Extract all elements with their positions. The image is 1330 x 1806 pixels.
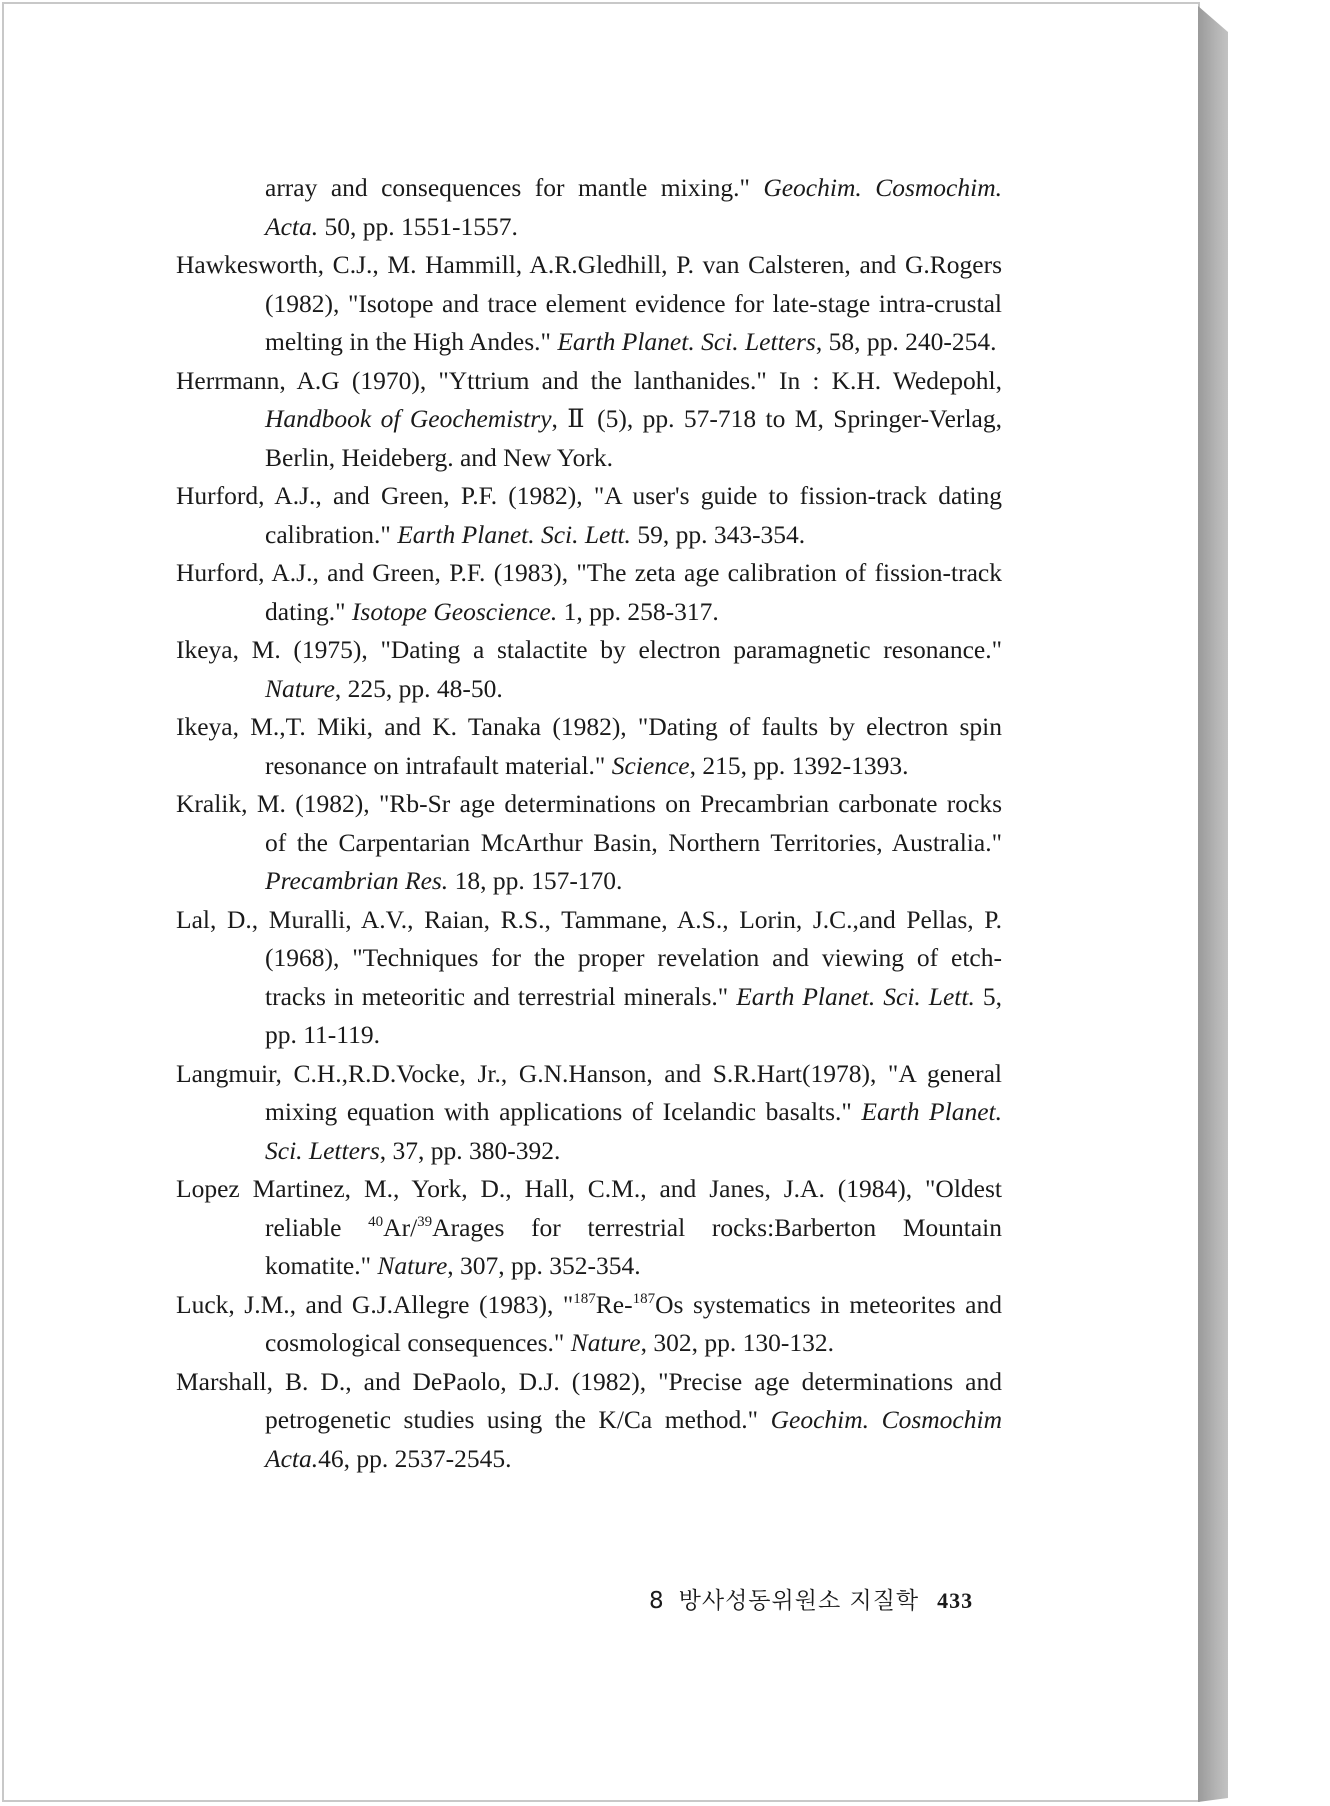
page-footer (649, 1582, 987, 1615)
reference-text: Os systematics in meteorites and cosmological consequences." (265, 1289, 1002, 1357)
page-number: 433 (937, 1588, 974, 1613)
isotope-superscript: 187 (573, 1290, 596, 1307)
reference-text: Marshall, B. D., and DePaolo, D.J. (1982), "Precise age determinations and petrogenetic studies using the K/Ca method." (176, 1366, 1002, 1434)
reference-text: , 225, pp. 48-50. (334, 673, 503, 703)
reference-text: 5, pp. 11-119. (265, 981, 1002, 1049)
reference-text: Ikeya, M. (1975), "Dating a stalactite by electron paramagnetic resonance." (176, 635, 1002, 664)
chapter-title: 방사성동위원소 지질학 (678, 1588, 920, 1614)
reference-entry (176, 785, 1002, 901)
reference-text: Arages for terrestrial rocks:Barberton Mountain komatite." (265, 1212, 1003, 1280)
book-page (2, 2, 1200, 1802)
reference-text: , Ⅱ (5), pp. 57-718 to M, Springer-Verlag, Berlin, Heideberg. and New York. (265, 404, 1002, 472)
reference-text: 59, pp. 343-354. (630, 519, 806, 549)
reference-text: , 37, pp. 380-392. (379, 1135, 561, 1165)
reference-entry (176, 1286, 1002, 1363)
journal-title: Earth Planet. Sci. Lett. (736, 981, 975, 1011)
reference-text: Herrmann, A.G (1970), "Yttrium and the lanthanides." In : K.H. Wedepohl, (176, 365, 1002, 395)
reference-text: array and consequences for mantle mixing." (265, 173, 764, 202)
reference-list (176, 169, 1002, 1478)
reference-text: , 307, pp. 352-354. (447, 1251, 641, 1280)
reference-entry (176, 708, 1002, 785)
journal-title: Handbook of Geochemistry (265, 404, 552, 433)
reference-text: Re- (595, 1289, 633, 1319)
reference-text: Hurford, A.J., and Green, P.F. (1983), "The zeta age calibration of fission-track dating." (176, 558, 1002, 626)
reference-text: Ar/ (383, 1212, 418, 1242)
reference-entry (176, 246, 1002, 362)
reference-text: Lal, D., Muralli, A.V., Raian, R.S., Tammane, A.S., Lorin, J.C.,and Pellas, P. (1968), "Techniques for the proper revelation and viewing of etch-tracks in meteoritic and terrestrial minerals." (176, 904, 1002, 1011)
journal-title: Nature (377, 1251, 448, 1280)
journal-title: Earth Planet. Sci. Letters (557, 327, 816, 356)
reference-text: 50, pp. 1551-1557. (318, 211, 518, 241)
reference-text: Ikeya, M.,T. Miki, and K. Tanaka (1982), "Dating of faults by electron spin resonance on intrafault material." (176, 712, 1002, 780)
journal-title: Precambrian Res. (265, 866, 449, 895)
reference-text: , 215, pp. 1392-1393. (689, 750, 909, 780)
journal-title: Geochim. Cosmochim Acta. (265, 1405, 1002, 1473)
reference-text: Hawkesworth, C.J., M. Hammill, A.R.Gledhill, P. van Calsteren, and G.Rogers (1982), "Isotope and trace element evidence for late-stage intra-crustal melting in the High Andes." (176, 250, 1002, 356)
reference-entry (176, 1170, 1002, 1286)
journal-title: Geochim. Cosmochim. Acta. (265, 173, 1002, 241)
reference-text: , 58, pp. 240-254. (815, 327, 997, 356)
journal-title: Nature (265, 673, 335, 703)
page-edge-shadow (1198, 6, 1228, 1802)
journal-title: Isotope Geoscience. (351, 596, 558, 626)
reference-text: Kralik, M. (1982), "Rb-Sr age determinations on Precambrian carbonate rocks of the Carpentarian McArthur Basin, Northern Territories, Australia." (176, 789, 1002, 857)
journal-title: Earth Planet. Sci. Lett. (397, 519, 631, 549)
reference-entry (176, 477, 1002, 554)
journal-title: Nature (570, 1328, 641, 1357)
reference-entry (176, 631, 1002, 708)
reference-text: 46, pp. 2537-2545. (318, 1443, 512, 1473)
reference-entry (176, 362, 1002, 478)
reference-entry (176, 554, 1002, 631)
reference-entry (176, 169, 1002, 246)
isotope-superscript: 39 (417, 1213, 433, 1230)
reference-text: Langmuir, C.H.,R.D.Vocke, Jr., G.N.Hanson, and S.R.Hart(1978), "A general mixing equation with applications of Icelandic basalts." (176, 1058, 1002, 1126)
isotope-superscript: 187 (632, 1290, 656, 1307)
chapter-number: 8 (649, 1588, 665, 1614)
reference-text: Luck, J.M., and G.J.Allegre (1983), " (176, 1289, 574, 1319)
reference-text: 1, pp. 258-317. (557, 596, 719, 626)
journal-title: Science (611, 750, 690, 780)
journal-title: Earth Planet. Sci. Letters (265, 1097, 1002, 1165)
reference-text: 18, pp. 157-170. (448, 866, 623, 895)
reference-entry (176, 901, 1002, 1055)
reference-text: , 302, pp. 130-132. (640, 1328, 834, 1357)
isotope-superscript: 40 (368, 1213, 384, 1230)
reference-text: Hurford, A.J., and Green, P.F. (1982), "A user's guide to fission-track dating calibration." (176, 481, 1002, 549)
reference-entry (176, 1055, 1002, 1171)
reference-entry (176, 1363, 1002, 1479)
reference-text: Lopez Martinez, M., York, D., Hall, C.M., and Janes, J.A. (1984), "Oldest reliable (176, 1174, 1002, 1242)
